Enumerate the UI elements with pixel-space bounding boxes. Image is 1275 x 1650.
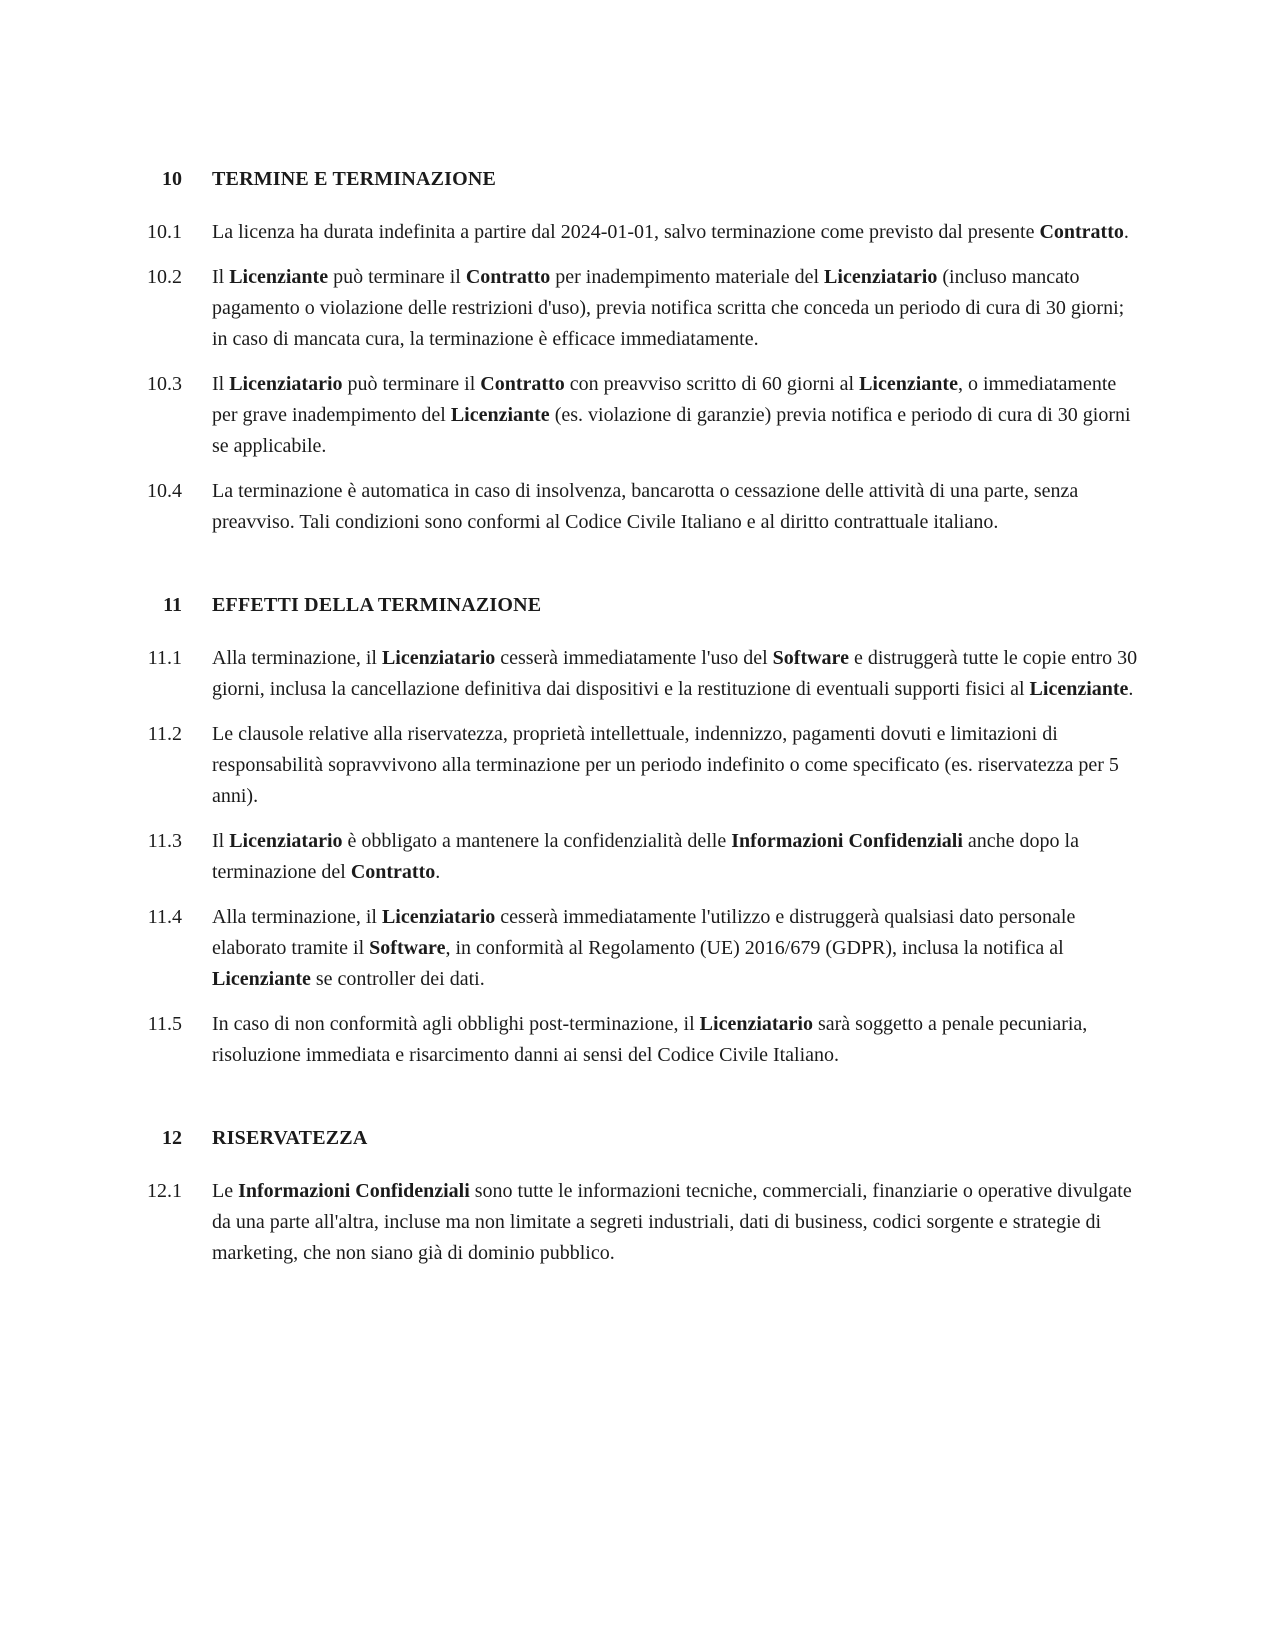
clause (134, 719, 1144, 812)
clause-text (212, 643, 1144, 705)
clause-run: La terminazione è automatica in caso di insolvenza, bancarotta o cessazione delle attività di una parte, senza preavviso. Tali condizioni sono conformi al Codice Civile Italiano e al diritto contrattuale italiano. (212, 480, 1079, 533)
section-heading (134, 164, 1144, 195)
clause-number: 11.2 (147, 723, 182, 745)
defined-term: Licenziante (1029, 678, 1129, 700)
clause-run: Alla terminazione, il (212, 647, 382, 669)
clause-run: e distruggerà tutte le copie entro 30 giorni, inclusa la cancellazione definitiva dai dispositivi e la restituzione di eventuali supporti fisici al (212, 647, 1138, 700)
clause-text (212, 1176, 1144, 1269)
defined-term: Contratto (465, 266, 551, 288)
clause-run: se controller dei dati. (310, 968, 485, 990)
clause (134, 902, 1144, 995)
defined-term: Licenziatario (229, 830, 343, 852)
section-title: TERMINE E TERMINAZIONE (212, 168, 497, 190)
defined-term: Licenziante (450, 404, 550, 426)
clause (134, 369, 1144, 462)
clause-number: 11.4 (147, 906, 182, 928)
defined-term: Contratto (480, 373, 565, 395)
clause-number: 12.1 (147, 1180, 182, 1202)
clause-run: Il (212, 830, 230, 852)
clause-run: (es. violazione di garanzie) previa notifica e periodo di cura di 30 giorni se applicabile. (212, 404, 1131, 457)
section-heading (134, 590, 1144, 621)
clause-text (212, 719, 1144, 812)
defined-term: Licenziatario (229, 373, 343, 395)
clause-text (212, 369, 1144, 462)
contract-section-12 (134, 1123, 1144, 1269)
clause-run: cesserà immediatamente l'uso del (495, 647, 773, 669)
defined-term: Licenziatario (824, 266, 938, 288)
clause-text (212, 1009, 1144, 1071)
clause-run: La licenza ha durata indefinita a partire dal 2024-01-01, salvo terminazione come previsto dal presente (212, 221, 1040, 243)
clause-run: . (435, 861, 441, 883)
section-title: RISERVATEZZA (212, 1127, 368, 1149)
clause (134, 1009, 1144, 1071)
clause-run: Alla terminazione, il (212, 906, 382, 928)
clause-run: con preavviso scritto di 60 giorni al (564, 373, 860, 395)
clause-text (212, 217, 1129, 248)
clause-run: (incluso mancato pagamento o violazione delle restrizioni d'uso), previa notifica scritta che conceda un periodo di cura di 30 giorni; in caso di mancata cura, la terminazione è efficace immediatamente. (212, 266, 1125, 350)
defined-term: Licenziatario (699, 1013, 813, 1035)
clause-text (212, 902, 1144, 995)
clause-run: Il (212, 266, 230, 288)
clause (134, 217, 1144, 248)
clause-run: per inadempimento materiale del (550, 266, 825, 288)
clause-run: cesserà immediatamente l'utilizzo e distruggerà qualsiasi dato personale elaborato tramite il (212, 906, 1076, 959)
clause-run: sono tutte le informazioni tecniche, commerciali, finanziarie o operative divulgate da una parte all'altra, incluse ma non limitate a segreti industriali, dati di business, codici sorgente e strategie di marketing, che non siano già di dominio pubblico. (212, 1180, 1132, 1264)
clause-text (212, 262, 1144, 355)
clause (134, 826, 1144, 888)
clause (134, 643, 1144, 705)
section-title: EFFETTI DELLA TERMINAZIONE (212, 594, 542, 616)
clause-run: può terminare il (328, 266, 466, 288)
defined-term: Licenziante (229, 266, 329, 288)
clause (134, 476, 1144, 538)
clause-run: anche dopo la terminazione del (212, 830, 1079, 883)
defined-term: Licenziante (212, 968, 311, 990)
defined-term: Contratto (350, 861, 436, 883)
clause-run: . (1128, 678, 1134, 700)
section-number: 11 (163, 594, 182, 616)
defined-term: Informazioni Confidenziali (238, 1180, 470, 1202)
clause-text (212, 476, 1144, 538)
contract-section-10 (134, 164, 1144, 538)
defined-term: Licenziante (859, 373, 958, 395)
defined-term: Licenziatario (381, 647, 496, 669)
section-heading (134, 1123, 1144, 1154)
contract-body (134, 164, 1144, 1269)
clause-number: 10.3 (147, 373, 182, 395)
clause-run: è obbligato a mantenere la confidenzialità delle (342, 830, 732, 852)
clause-number: 11.5 (147, 1013, 182, 1035)
clause-run: , o immediatamente per grave inadempimento del (212, 373, 1117, 426)
section-number: 12 (162, 1127, 182, 1149)
clause-run: . (1123, 221, 1129, 243)
clause-number: 11.3 (147, 830, 182, 852)
contract-section-11 (134, 590, 1144, 1071)
section-number: 10 (162, 168, 182, 190)
clause-number: 10.2 (147, 266, 182, 288)
clause-run: In caso di non conformità agli obblighi post-terminazione, il (212, 1013, 700, 1035)
clause-run: può terminare il (342, 373, 481, 395)
clause-run: Il (212, 373, 230, 395)
clause-number: 10.1 (147, 221, 182, 243)
defined-term: Software (772, 647, 849, 669)
clause-number: 10.4 (147, 480, 182, 502)
defined-term: Licenziatario (381, 906, 496, 928)
clause-run: Le (212, 1180, 239, 1202)
clause-run: Le clausole relative alla riservatezza, proprietà intellettuale, indennizzo, pagamenti dovuti e limitazioni di responsabilità sopravvivono alla terminazione per un periodo indefinito o come specificato (es. riservatezza per 5 anni). (212, 723, 1119, 807)
clause-number: 11.1 (147, 647, 182, 669)
clause-run: , in conformità al Regolamento (UE) 2016/679 (GDPR), inclusa la notifica al (445, 937, 1064, 959)
clause (134, 1176, 1144, 1269)
defined-term: Software (369, 937, 446, 959)
defined-term: Contratto (1039, 221, 1124, 243)
clause-text (212, 826, 1144, 888)
defined-term: Informazioni Confidenziali (731, 830, 963, 852)
clause-run: sarà soggetto a penale pecuniaria, risoluzione immediata e risarcimento danni ai sensi del Codice Civile Italiano. (212, 1013, 1088, 1066)
clause (134, 262, 1144, 355)
